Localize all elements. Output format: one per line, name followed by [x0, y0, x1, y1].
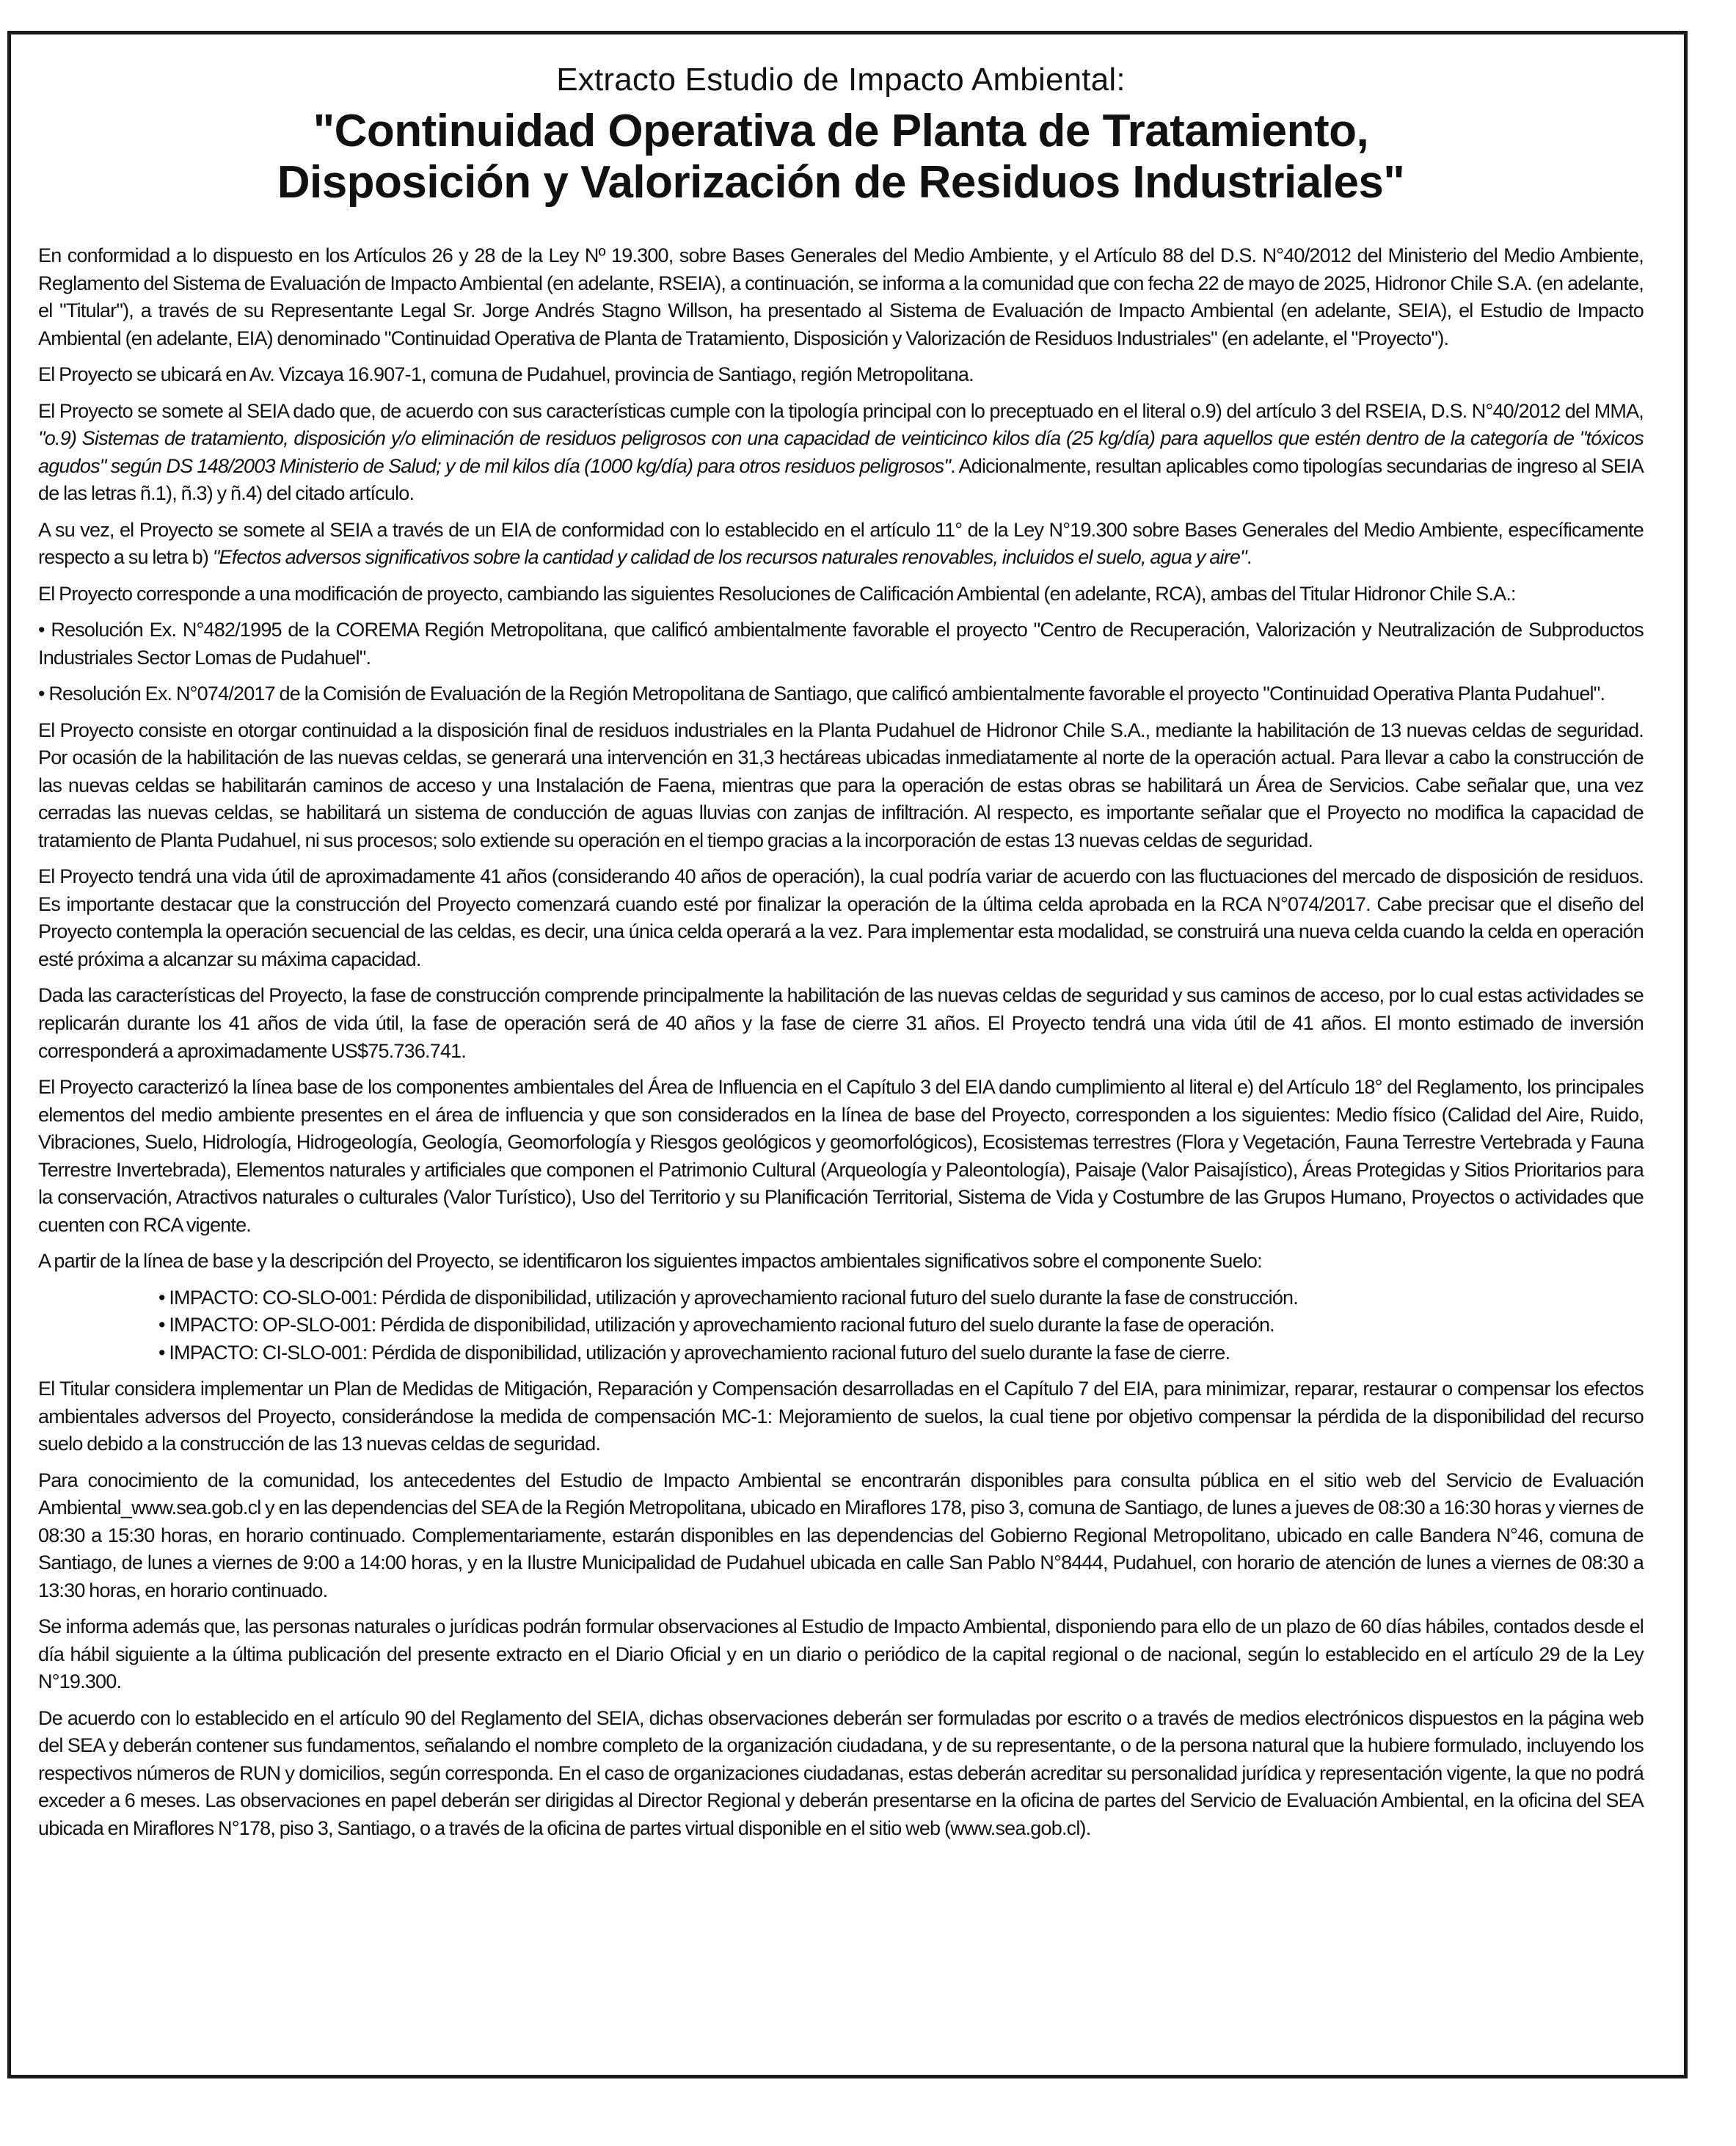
paragraph-baseline: El Proyecto caracterizó la línea base de los componentes ambientales del Área de Influencia en el Capítulo 3 del EIA dando cumplimiento al literal e) del Artículo 18° del Reglamento, los principales elementos del medio ambiente presentes en el área de influencia y que son considerados en la línea de base del Proyecto, corresponden a los siguientes: Medio físico (Calidad del Aire, Ruido, Vibraciones, Suelo, Hidrología, Hidrogeología, Geología, Geomorfología y Riesgos geológicos y geomorfológicos), Ecosistemas terrestres (Flora y Vegetación, Fauna Terrestre Vertebrada y Fauna Terrestre Invertebrada), Elementos naturales y artificiales que componen el Patrimonio Cultural (Arqueología y Paleontología), Paisaje (Valor Paisajístico), Áreas Protegidas y Sitios Prioritarios para la conservación, Atractivos naturales o culturales (Valor Turístico), Uso del Territorio y su Planificación Territorial, Sistema de Vida y Costumbre de las Grupos Humano, Proyectos o actividades que cuenten con RCA vigente. — [38, 1076, 1644, 1236]
paragraph-lifespan: El Proyecto tendrá una vida útil de aproximadamente 41 años (considerando 40 años de operación), la cual podría variar de acuerdo con las fluctuaciones del mercado de disposición de residuos. Es importante destacar que la construcción del Proyecto comenzará cuando esté por finalizar la operación de la última celda aprobada en la RCA N°074/2017. Cabe precisar que el diseño del Proyecto contempla la operación secuencial de las celdas, es decir, una única celda operará a la vez. Para implementar esta modalidad, se construirá una nueva celda cuando la celda en operación esté próxima a alcanzar su máxima capacidad. — [38, 865, 1644, 970]
paragraph-impacts-intro: A partir de la línea de base y la descripción del Proyecto, se identificaron los siguientes impactos ambientales significativos sobre el componente Suelo: — [38, 1250, 1262, 1273]
notice-heading: Extracto Estudio de Impacto Ambiental: — [556, 62, 1126, 98]
paragraph-description: El Proyecto consiste en otorgar continuidad a la disposición final de residuos industriales en la Planta Pudahuel de Hidronor Chile S.A., mediante la habilitación de 13 nuevas celdas de seguridad. Por ocasión de la habilitación de las nuevas celdas, se generará una intervención en 31,3 hectáreas ubicadas inmediatamente al norte de la operación actual. Para llevar a cabo la construcción de las nuevas celdas se habilitarán caminos de acceso y una Instalación de Faena, mientras que para la operación de estas obras se habilitará un Área de Servicios. Cabe señalar que, una vez cerradas las nuevas celdas, se habilitará un sistema de conducción de aguas lluvias con zanjas de infiltración. Al respecto, es importante señalar que el Proyecto no modifica la capacidad de tratamiento de Planta Pudahuel, ni sus procesos; solo extiende su operación en el tiempo gracias a la incorporación de estas 13 nuevas celdas de seguridad. — [38, 719, 1644, 851]
paragraph-location: El Proyecto se ubicará en Av. Vizcaya 16.907-1, comuna de Pudahuel, provincia de Santiago, región Metropolitana. — [38, 363, 974, 386]
paragraph-modification: El Proyecto corresponde a una modificación de proyecto, cambiando las siguientes Resoluciones de Calificación Ambiental (en adelante, RCA), ambas del Titular Hidronor Chile S.A.: — [38, 582, 1516, 605]
project-title-line-1: "Continuidad Operativa de Planta de Tratamiento, — [313, 106, 1369, 156]
notice-content — [38, 51, 1644, 2062]
paragraph-eia-justification: A su vez, el Proyecto se somete al SEIA a través de un EIA de conformidad con lo establecido en el artículo 11° de la Ley N°19.300 sobre Bases Generales del Medio Ambiente, específicamente respecto a su letra b) "Efectos adversos significativos sobre la cantidad y calidad de los recursos naturales renovables, incluidos el suelo, agua y aire". — [38, 518, 1644, 569]
impact-list — [38, 1284, 1644, 1367]
notice-body — [38, 242, 1644, 1842]
paragraph-submission: En conformidad a lo dispuesto en los Artículos 26 y 28 de la Ley Nº 19.300, sobre Bases Generales del Medio Ambiente, y el Artículo 88 del D.S. N°40/2012 del Ministerio del Medio Ambiente, Reglamento del Sistema de Evaluación de Impacto Ambiental (en adelante, RSEIA), a continuación, se informa a la comunidad que con fecha 22 de mayo de 2025, Hidronor Chile S.A. (en adelante, el "Titular"), a través de su Representante Legal Sr. Jorge Andrés Stagno Willson, ha presentado al Sistema de Evaluación de Impacto Ambiental (en adelante, SEIA), el Estudio de Impacto Ambiental (en adelante, EIA) denominado "Continuidad Operativa de Planta de Tratamiento, Disposición y Valorización de Residuos Industriales" (en adelante, el "Proyecto"). — [38, 244, 1644, 349]
list-item: • IMPACTO: OP-SLO-001: Pérdida de disponibilidad, utilización y aprovechamiento racional futuro del suelo durante la fase de operación. — [158, 1314, 1274, 1336]
project-title — [38, 106, 1644, 208]
list-item: • Resolución Ex. N°074/2017 de la Comisión de Evaluación de la Región Metropolitana de Santiago, que calificó ambientalmente favorable el proyecto "Continuidad Operativa Planta Pudahuel". — [38, 683, 1605, 705]
paragraph-mitigation: El Titular considera implementar un Plan de Medidas de Mitigación, Reparación y Compensación desarrolladas en el Capítulo 7 del EIA, para minimizar, reparar, restaurar o compensar los efectos ambientales adversos del Proyecto, considerándose la medida de compensación MC-1: Mejoramiento de suelos, la cual tiene por objetivo compensar la pérdida de la disponibilidad del recurso suelo debido a la construcción de las 13 nuevas celdas de seguridad. — [38, 1378, 1644, 1455]
project-title-line-2: Disposición y Valorización de Residuos Industriales" — [277, 157, 1405, 208]
list-item: • IMPACTO: CO-SLO-001: Pérdida de disponibilidad, utilización y aprovechamiento racional futuro del suelo durante la fase de construcción. — [158, 1286, 1298, 1309]
paragraph-phases-investment: Dada las características del Proyecto, la fase de construcción comprende principalmente la habilitación de las nuevas celdas de seguridad y sus caminos de acceso, por lo cual estas actividades se replicarán durante los 41 años de vida útil, la fase de operación será de 40 años y la fase de cierre 31 años. El Proyecto tendrá una vida útil de 41 años. El monto estimado de inversión corresponderá a aproximadamente US$75.736.741. — [38, 984, 1644, 1062]
paragraph-observations-requirements: De acuerdo con lo establecido en el artículo 90 del Reglamento del SEIA, dichas observaciones deberán ser formuladas por escrito o a través de medios electrónicos dispuestos en la página web del SEA y deberán contener sus fundamentos, señalando el nombre completo de la organización ciudadana, y de su representante, o de la persona natural que la hubiere formulado, incluyendo los respectivos números de RUN y domicilios, según corresponda. En el caso de organizaciones ciudadanas, estas deberán acreditar su personalidad jurídica y representación vigente, la que no podrá exceder a 6 meses. Las observaciones en papel deberán ser dirigidas al Director Regional y deberán presentarse en la oficina de partes del Servicio de Evaluación Ambiental, en la oficina del SEA ubicada en Miraflores N°178, piso 3, Santiago, o a través de la oficina de partes virtual disponible en el sitio web (www.sea.gob.cl). — [38, 1706, 1644, 1839]
paragraph-observations-deadline: Se informa además que, las personas naturales o jurídicas podrán formular observaciones al Estudio de Impacto Ambiental, disponiendo para ello de un plazo de 60 días hábiles, contados desde el día hábil siguiente a la última publicación del presente extracto en el Diario Oficial y en un diario o periódico de la capital regional o de nacional, según lo establecido en el artículo 29 de la Ley N°19.300. — [38, 1615, 1644, 1693]
list-item: • Resolución Ex. N°482/1995 de la COREMA Región Metropolitana, que calificó ambientalmente favorable el proyecto "Centro de Recuperación, Valorización y Neutralización de Subproductos Industriales Sector Lomas de Pudahuel". — [38, 619, 1644, 669]
list-item: • IMPACTO: CI-SLO-001: Pérdida de disponibilidad, utilización y aprovechamiento racional futuro del suelo durante la fase de cierre. — [158, 1341, 1230, 1364]
paragraph-public-consultation: Para conocimiento de la comunidad, los antecedentes del Estudio de Impacto Ambiental se encontrarán disponibles para consulta pública en el sitio web del Servicio de Evaluación Ambiental_www.sea.gob.cl y en las dependencias del SEA de la Región Metropolitana, ubicado en Miraflores 178, piso 3, comuna de Santiago, de lunes a jueves de 08:30 a 16:30 horas y viernes de 08:30 a 15:30 horas, en horario continuado. Complementariamente, estarán disponibles en las dependencias del Gobierno Regional Metropolitano, ubicado en calle Bandera N°46, comuna de Santiago, de lunes a viernes de 9:00 a 14:00 horas, y en la Ilustre Municipalidad de Pudahuel ubicada en calle San Pablo N°8444, Pudahuel, con horario de atención de lunes a viernes de 08:30 a 13:30 horas, en horario continuado. — [38, 1469, 1644, 1601]
paragraph-typology: El Proyecto se somete al SEIA dado que, de acuerdo con sus características cumple con la tipología principal con lo preceptuado en el literal o.9) del artículo 3 del RSEIA, D.S. N°40/2012 del MMA, "o.9) Sistemas de tratamiento, disposición y/o eliminación de residuos peligrosos con una capacidad de veinticinco kilos día (25 kg/día) para aquellos que estén dentro de la categoría de "tóxicos agudos" según DS 148/2003 Ministerio de Salud; y de mil kilos día (1000 kg/día) para otros residuos peligrosos". Adicionalmente, resultan aplicables como tipologías secundarias de ingreso al SEIA de las letras ñ.1), ñ.3) y ñ.4) del citado artículo. — [38, 399, 1644, 505]
